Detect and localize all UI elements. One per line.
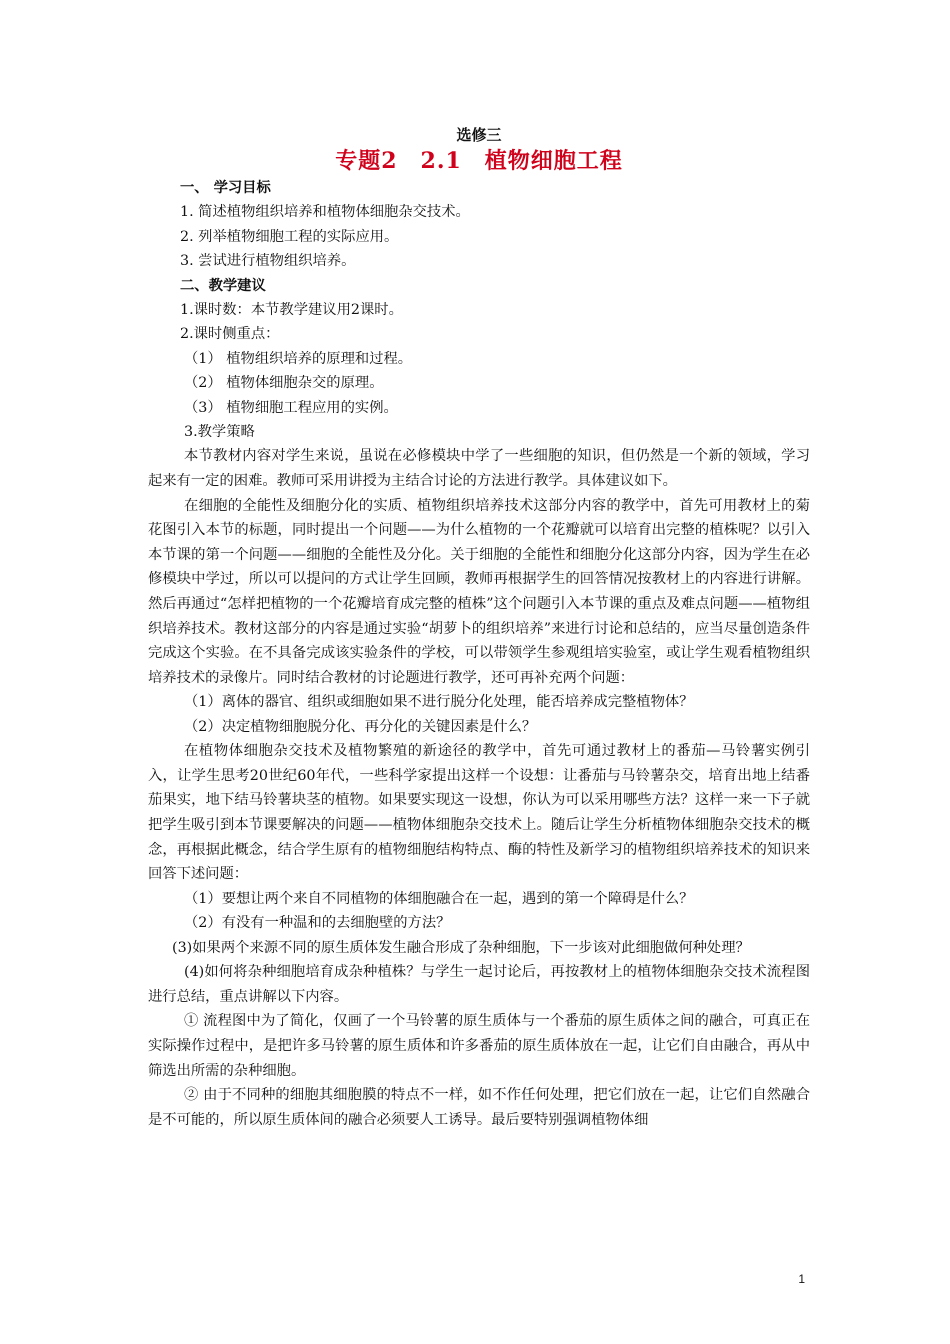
page-title: 专题2 2.1 植物细胞工程 <box>335 148 623 174</box>
document-content <box>148 124 810 1132</box>
content-point: ② 由于不同种的细胞其细胞膜的特点不一样，如不作任何处理，把它们放在一起，让它们自然融合是不可能的，所以原生质体间的融合必须要人工诱导。最后要特别强调植物体细 <box>148 1087 810 1128</box>
objective-item: 1. 简述植物组织培养和植物体细胞杂交技术。 <box>180 204 470 221</box>
focus-item: （2） 植物体细胞杂交的原理。 <box>184 375 384 392</box>
class-hours: 1.课时数：本节教学建议用2课时。 <box>180 302 403 319</box>
question-item: (4)如何将杂种细胞培育成杂种植株？与学生一起讨论后，再按教材上的植物体细胞杂交技术流程图进行总结，重点讲解以下内容。 <box>148 964 810 1005</box>
section-heading-objectives: 一、 学习目标 <box>180 180 271 196</box>
page-number: 1 <box>798 1272 805 1286</box>
subject-label: 选修三 <box>456 126 502 144</box>
objective-item: 2. 列举植物细胞工程的实际应用。 <box>180 228 399 245</box>
question-item: （1）离体的器官、组织或细胞如果不进行脱分化处理，能否培养成完整植物体？ <box>184 694 694 711</box>
question-item: （2）有没有一种温和的去细胞壁的方法？ <box>184 915 451 932</box>
body-paragraph: 在细胞的全能性及细胞分化的实质、植物组织培养技术这部分内容的教学中，首先可用教材上的菊花图引入本节的标题，同时提出一个问题——为什么植物的一个花瓣就可以培育出完整的植株呢？以引入本节课的第一个问题——细胞的全能性及分化。关于细胞的全能性和细胞分化这部分内容，因为学生在必修模块中学过，所以可以提问的方式让学生回顾，教师再根据学生的回答情况按教材上的内容进行讲解。然后再通过“怎样把植物的一个花瓣培育成完整的植株”这个问题引入本节课的重点及难点问题——植物组织培养技术。教材这部分的内容是通过实验“胡萝卜的组织培养”来进行讨论和总结的，应当尽量创造条件完成这个实验。在不具备完成该实验条件的学校，可以带领学生参观组培实验室，或让学生观看植物组织培养技术的录像片。同时结合教材的讨论题进行教学，还可再补充两个问题： <box>148 497 810 686</box>
question-item: （1）要想让两个来自不同植物的体细胞融合在一起，遇到的第一个障碍是什么？ <box>184 890 694 907</box>
question-item: (3)如果两个来源不同的原生质体发生融合形成了杂种细胞，下一步该对此细胞做何种处理？ <box>172 939 750 956</box>
body-paragraph: 本节教材内容对学生来说，虽说在必修模块中学了一些细胞的知识，但仍然是一个新的领域，学习起来有一定的困难。教师可采用讲授为主结合讨论的方法进行教学。具体建议如下。 <box>148 448 810 490</box>
focus-item: （1） 植物组织培养的原理和过程。 <box>184 350 413 367</box>
content-point: ① 流程图中为了简化，仅画了一个马铃薯的原生质体与一个番茄的原生质体之间的融合，可真正在实际操作过程中，是把许多马铃薯的原生质体和许多番茄的原生质体放在一起，让它们自由融合，再从中筛选出所需的杂种细胞。 <box>148 1013 810 1079</box>
section-heading-suggestions: 二、教学建议 <box>180 277 266 294</box>
question-item: （2）决定植物细胞脱分化、再分化的关键因素是什么？ <box>184 718 537 735</box>
focus-item: （3） 植物细胞工程应用的实例。 <box>184 399 398 416</box>
body-paragraph: 在植物体细胞杂交技术及植物繁殖的新途径的教学中，首先可通过教材上的番茄—马铃薯实例引入，让学生思考20世纪60年代，一些科学家提出这样一个设想：让番茄与马铃薯杂交，培育出地上结番茄果实，地下结马铃薯块茎的植物。如果要实现这一设想，你认为可以采用哪些方法？这样一来一下子就把学生吸引到本节课要解决的问题——植物体细胞杂交技术上。随后让学生分析植物体细胞杂交技术的概念，再根据此概念，结合学生原有的植物细胞结构特点、酶的特性及新学习的植物组织培养技术的知识来回答下述问题： <box>148 743 810 883</box>
focus-title: 2.课时侧重点： <box>180 326 280 343</box>
objective-item: 3. 尝试进行植物组织培养。 <box>180 253 356 270</box>
strategy-title: 3.教学策略 <box>184 424 255 441</box>
